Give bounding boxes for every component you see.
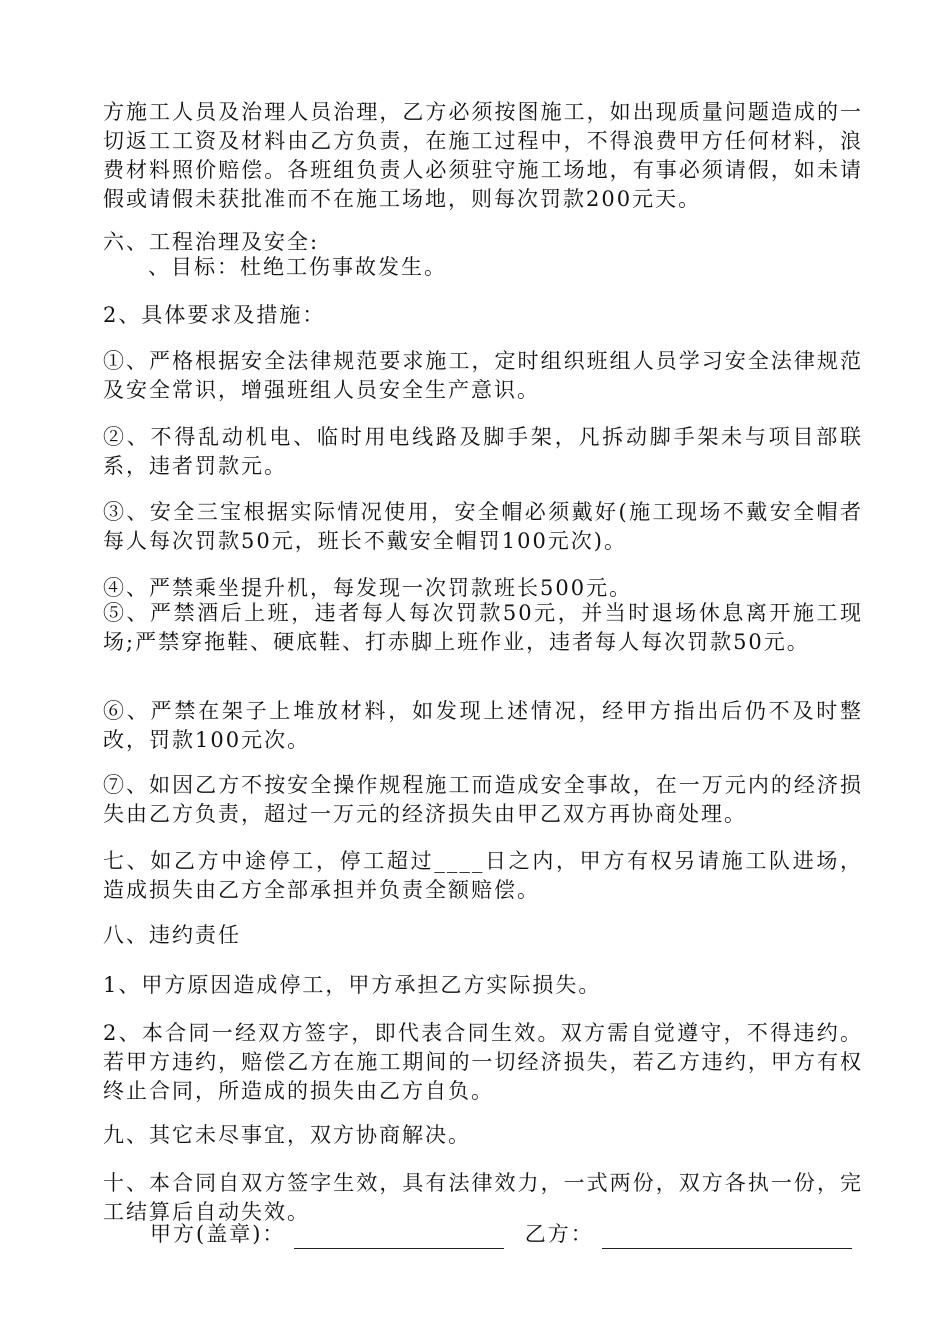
paragraph-section-9: 九、其它未尽事宜，双方协商解决。	[103, 1123, 471, 1147]
paragraph-breach-2: 2、本合同一经双方签字，即代表合同生效。双方需自觉遵守，不得违约。若甲方违约，赔偿乙方在施工期间的一切经济损失，若乙方违约，甲方有权终止合同，所造成的损失由乙方自负。	[103, 1021, 863, 1103]
paragraph-section-7: 七、如乙方中途停工，停工超过____日之内，甲方有权另请施工队进场，造成损失由乙方全部承担并负责全额赔偿。	[103, 849, 863, 902]
party-a-signature-field[interactable]	[294, 1226, 504, 1249]
paragraph-requirements-heading: 2、具体要求及措施：	[103, 303, 326, 327]
signature-row	[150, 1220, 860, 1250]
section-heading-breach: 八、违约责任	[103, 923, 241, 947]
paragraph-rule-4: ④、严禁乘坐提升机，每发现一次罚款班长500元。	[103, 576, 633, 600]
party-b-label: 乙方：	[524, 1222, 594, 1246]
paragraph-contract-terms: 方施工人员及治理人员治理，乙方必须按图施工，如出现质量问题造成的一切返工工资及材料由乙方负责，在施工过程中，不得浪费甲方任何材料，浪费材料照价赔偿。各班组负责人必须驻守施工场地，有事必须请假，如未请假或请假未获批准而不在施工场地，则每次罚款200元天。	[103, 100, 863, 211]
paragraph-breach-1: 1、甲方原因造成停工，甲方承担乙方实际损失。	[103, 973, 602, 997]
party-a-label: 甲方(盖章)：	[150, 1222, 286, 1246]
section-heading-safety: 六、工程治理及安全:	[103, 230, 320, 254]
paragraph-rule-5: ⑤、严禁酒后上班，违者每人每次罚款50元，并当时退场休息离开施工现场;严禁穿拖鞋、硬底鞋、打赤脚上班作业，违者每人每次罚款50元。	[103, 601, 863, 654]
paragraph-rule-1: ①、严格根据安全法律规范要求施工，定时组织班组人员学习安全法律规范及安全常识，增强班组人员安全生产意识。	[103, 349, 863, 402]
paragraph-section-10: 十、本合同自双方签字生效，具有法律效力，一式两份，双方各执一份，完工结算后自动失效。	[103, 1171, 863, 1224]
paragraph-safety-goal: 、目标：杜绝工伤事故发生。	[148, 255, 447, 279]
paragraph-rule-7: ⑦、如因乙方不按安全操作规程施工而造成安全事故，在一万元内的经济损失由乙方负责，超过一万元的经济损失由甲乙双方再协商处理。	[103, 773, 863, 826]
paragraph-rule-3: ③、安全三宝根据实际情况使用，安全帽必须戴好(施工现场不戴安全帽者每人每次罚款50元，班长不戴安全帽罚100元次)。	[103, 500, 863, 553]
paragraph-rule-2: ②、不得乱动机电、临时用电线路及脚手架，凡拆动脚手架未与项目部联系，违者罚款元。	[103, 425, 863, 478]
party-b-signature-field[interactable]	[602, 1226, 852, 1249]
paragraph-rule-6: ⑥、严禁在架子上堆放材料，如发现上述情况，经甲方指出后仍不及时整改，罚款100元次。	[103, 699, 863, 752]
